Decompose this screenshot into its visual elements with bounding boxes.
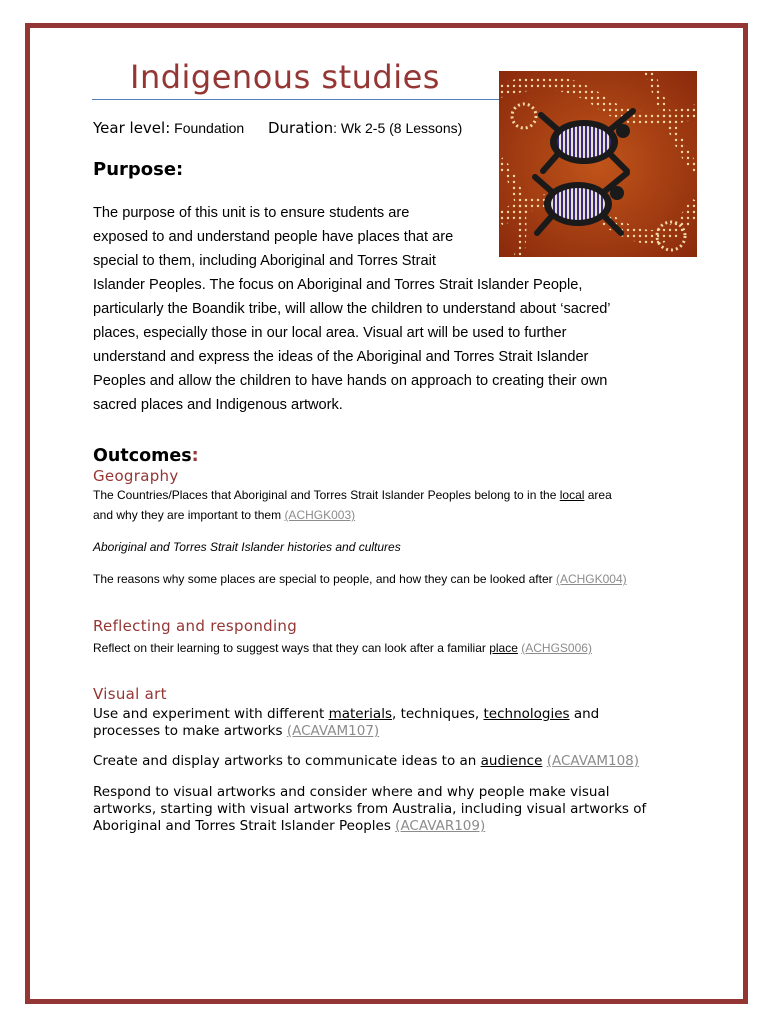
geography-text: The reasons why some places are special to people, and how they can be looked after (93, 572, 556, 586)
achgk003-link[interactable]: (ACHGK003) (284, 508, 356, 522)
audience-link[interactable]: audience (480, 753, 543, 769)
acavar109-link[interactable]: (ACAVAR109) (395, 818, 486, 834)
geography-line (93, 505, 612, 525)
visual-art-line: Respond to visual artworks and consider where and why people make visual (93, 784, 610, 800)
visual-art-line (93, 723, 599, 740)
outcomes-heading (93, 446, 199, 466)
visual-art-text: Use and experiment with different (93, 706, 329, 722)
visual-art-text: processes to make artworks (93, 723, 287, 739)
purpose-line: Peoples and allow the children to have hands on approach to creating their own (93, 373, 608, 389)
outcomes-heading-text: Outcomes (93, 446, 192, 466)
geography-text: The Countries/Places that Aboriginal and Torres Strait Islander Peoples belong to in the (93, 488, 560, 502)
reflecting-heading: Reflecting and responding (93, 617, 298, 635)
geography-line (93, 485, 612, 505)
purpose-line: exposed to and understand people have places that are (93, 229, 454, 245)
place-link[interactable]: place (489, 641, 518, 655)
technologies-link[interactable]: technologies (483, 706, 570, 722)
visual-art-outcome-3 (93, 784, 646, 835)
purpose-line: Islander Peoples. The focus on Aboriginal and Torres Strait Islander People, (93, 277, 583, 293)
visual-art-text: , techniques, (391, 706, 484, 722)
geography-text: area (584, 488, 612, 502)
duration-value: : Wk 2-5 (8 Lessons) (333, 120, 463, 136)
geography-outcome-2 (93, 569, 627, 589)
geography-strand-italic: Aboriginal and Torres Strait Islander histories and cultures (93, 540, 401, 554)
year-level-value: Foundation (174, 120, 245, 136)
visual-art-line: artworks, starting with visual artworks from Australia, including visual artworks of (93, 801, 647, 817)
purpose-line: particularly the Boandik tribe, will allow the children to understand about ‘sacred’ (93, 301, 611, 317)
purpose-line: sacred places and Indigenous artwork. (93, 397, 343, 413)
materials-link[interactable]: materials (328, 706, 392, 722)
achgs006-link[interactable]: (ACHGS006) (521, 641, 592, 655)
visual-art-line (93, 818, 646, 835)
visual-art-outcome-2 (93, 753, 639, 770)
visual-art-text: Aboriginal and Torres Strait Islander Peoples (93, 818, 396, 834)
purpose-line: special to them, including Aboriginal and Torres Strait (93, 253, 436, 269)
purpose-line: understand and express the ideas of the Aboriginal and Torres Strait Islander (93, 349, 589, 365)
geography-text: and why they are important to them (93, 508, 285, 522)
purpose-paragraph (93, 201, 611, 417)
outcomes-colon: : (191, 446, 199, 466)
purpose-line: The purpose of this unit is to ensure students are (93, 205, 410, 221)
visual-art-text: Create and display artworks to communicate ideas to an (93, 753, 481, 769)
title-underline (92, 99, 500, 100)
document-title: Indigenous studies (130, 58, 440, 96)
visual-art-text: and (569, 706, 600, 722)
achgk004-link[interactable]: (ACHGK004) (555, 572, 627, 586)
purpose-line: places, especially those in our local area. Visual art will be used to further (93, 325, 567, 341)
duration-label: Duration (267, 119, 334, 137)
year-level-label: Year level: (93, 119, 171, 137)
local-link[interactable]: local (559, 488, 585, 502)
acavam108-link[interactable]: (ACAVAM108) (546, 753, 640, 769)
acavam107-link[interactable]: (ACAVAM107) (286, 723, 380, 739)
reflecting-text: Reflect on their learning to suggest ways that they can look after a familiar (93, 641, 490, 655)
reflecting-outcome (93, 638, 592, 658)
year-duration-line (93, 119, 462, 137)
geography-outcome-1 (93, 485, 612, 525)
purpose-heading: Purpose: (93, 159, 184, 180)
visual-art-outcome-1 (93, 706, 599, 740)
visual-art-heading: Visual art (93, 685, 167, 703)
visual-art-line (93, 706, 599, 723)
geography-heading: Geography (93, 467, 179, 485)
